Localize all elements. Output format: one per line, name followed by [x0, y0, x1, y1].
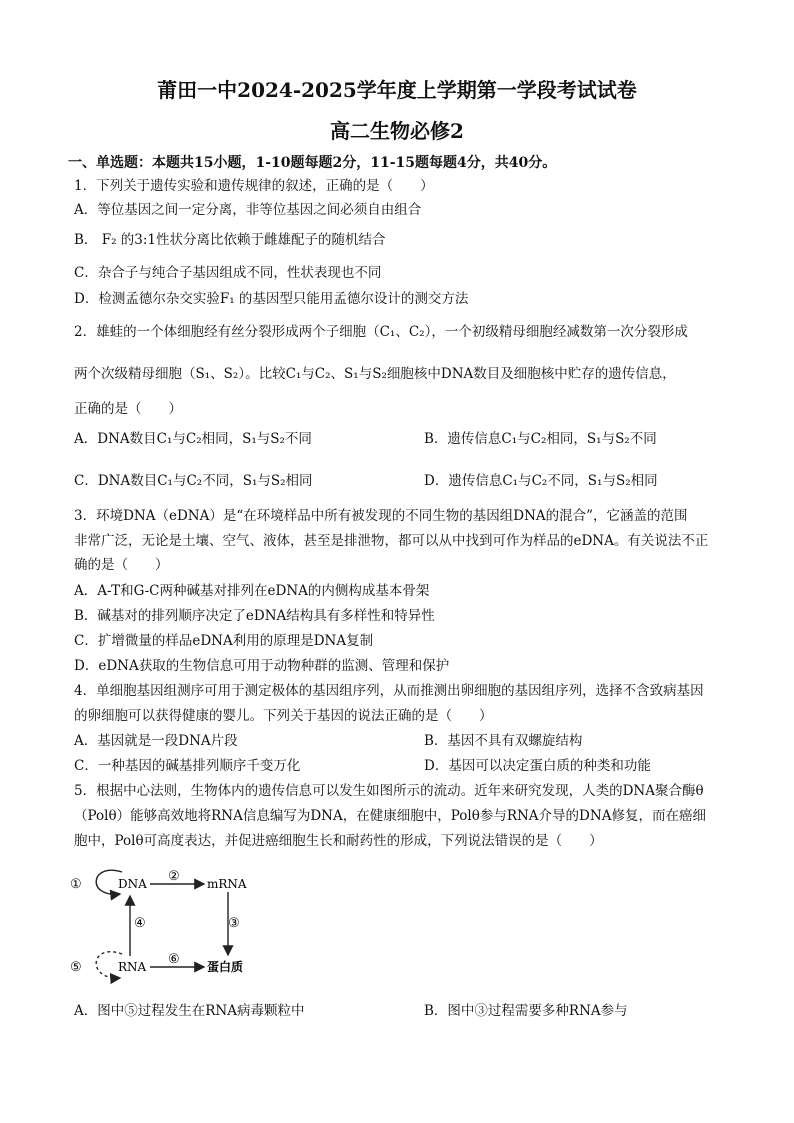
question-3-line-1: 3．环境DNA（eDNA）是“在环境样品中所有被发现的不同生物的基因组DNA的混合”，它涵盖的范围 [74, 508, 688, 524]
question-2-option-b: B．遗传信息C₁与C₂相同，S₁与S₂不同 [424, 431, 657, 447]
mrna-label: mRNA [207, 877, 247, 891]
question-4-line-2: 的卵细胞可以获得健康的婴儿。下列关于基因的说法正确的是（ ） [74, 708, 493, 724]
rna-label: RNA [118, 960, 147, 974]
process-6-label: ⑥ [168, 952, 180, 967]
question-2-option-c: C．DNA数目C₁与C₂不同，S₁与S₂相同 [74, 473, 313, 489]
question-3-line-3: 确的是（ ） [74, 557, 169, 573]
question-2-option-d: D．遗传信息C₁与C₂不同，S₁与S₂相同 [424, 473, 658, 489]
question-5-option-a: A．图中⑤过程发生在RNA病毒颗粒中 [74, 1003, 305, 1019]
question-3-option-c: C．扩增微量的样品eDNA利用的原理是DNA复制 [74, 633, 374, 649]
question-4-line-1: 4．单细胞基因组测序可用于测定极体的基因组序列，从而推测出卵细胞的基因组序列，选择不含致病基因 [74, 683, 704, 699]
question-5-line-1: 5．根据中心法则，生物体内的遗传信息可以发生如图所示的流动。近年来研究发现，人类的DNA聚合酶θ [74, 783, 704, 799]
process-1-label: ① [70, 877, 82, 892]
exam-subtitle: 高二生物必修2 [330, 119, 464, 143]
question-1-option-d: D．检测孟德尔杂交实验F₁ 的基因型只能用孟德尔设计的测交方法 [74, 291, 469, 307]
process-3-label: ③ [228, 916, 240, 931]
exam-title: 莆田一中2024-2025学年度上学期第一学段考试试卷 [157, 78, 637, 102]
question-5-line-3: 胞中，Polθ可高度表达，并促进癌细胞生长和耐药性的形成，下列说法错误的是（ ） [74, 833, 603, 849]
section-heading: 一、单选题：本题共15小题，1-10题每题2分，11-15题每题4分，共40分。 [68, 155, 557, 171]
question-4-option-d: D．基因可以决定蛋白质的种类和功能 [424, 758, 651, 774]
dna-label: DNA [118, 877, 147, 891]
protein-label: 蛋白质 [207, 960, 244, 974]
question-1-option-b: B． F₂ 的3:1性状分离比依赖于雌雄配子的随机结合 [74, 232, 386, 248]
process-5-label: ⑤ [70, 960, 82, 975]
question-1-stem: 1．下列关于遗传实验和遗传规律的叙述，正确的是（ ） [74, 178, 434, 194]
question-3-option-b: B．碱基对的排列顺序决定了eDNA结构具有多样性和特异性 [74, 608, 435, 624]
question-5-option-b: B．图中③过程需要多种RNA参与 [424, 1003, 628, 1019]
question-2-line-2: 两个次级精母细胞（S₁、S₂）。比较C₁与C₂、S₁与S₂细胞核中DNA数目及细胞核中贮存的遗传信息， [74, 366, 676, 382]
question-4-option-c: C．一种基因的碱基排列顺序千变万化 [74, 758, 301, 774]
question-3-option-d: D．eDNA获取的生物信息可用于动物种群的监测、管理和保护 [74, 658, 450, 674]
question-3-line-2: 非常广泛，无论是土壤、空气、液体，甚至是排泄物，都可以从中找到可作为样品的eDNA。有关说法不正 [74, 533, 709, 549]
question-1-option-a: A．等位基因之间一定分离，非等位基因之间必须自由组合 [74, 202, 422, 218]
question-1-option-c: C．杂合子与纯合子基因组成不同，性状表现也不同 [74, 265, 382, 281]
question-4-option-b: B．基因不具有双螺旋结构 [424, 733, 583, 749]
question-5-line-2: （Polθ）能够高效地将RNA信息编写为DNA，在健康细胞中，Polθ参与RNA介导的DNA修复，而在癌细 [74, 808, 706, 824]
process-4-label: ④ [134, 916, 146, 931]
central-dogma-diagram [70, 858, 270, 988]
process-2-label: ② [168, 869, 180, 884]
question-4-option-a: A．基因就是一段DNA片段 [74, 733, 238, 749]
question-2-line-3: 正确的是（ ） [74, 401, 182, 417]
question-2-line-1: 2．雄蛙的一个体细胞经有丝分裂形成两个子细胞（C₁、C₂），一个初级精母细胞经减数第一次分裂形成 [74, 324, 688, 340]
question-2-option-a: A．DNA数目C₁与C₂相同，S₁与S₂不同 [74, 431, 312, 447]
question-3-option-a: A．A-T和G-C两种碱基对排列在eDNA的内侧构成基本骨架 [74, 583, 430, 599]
